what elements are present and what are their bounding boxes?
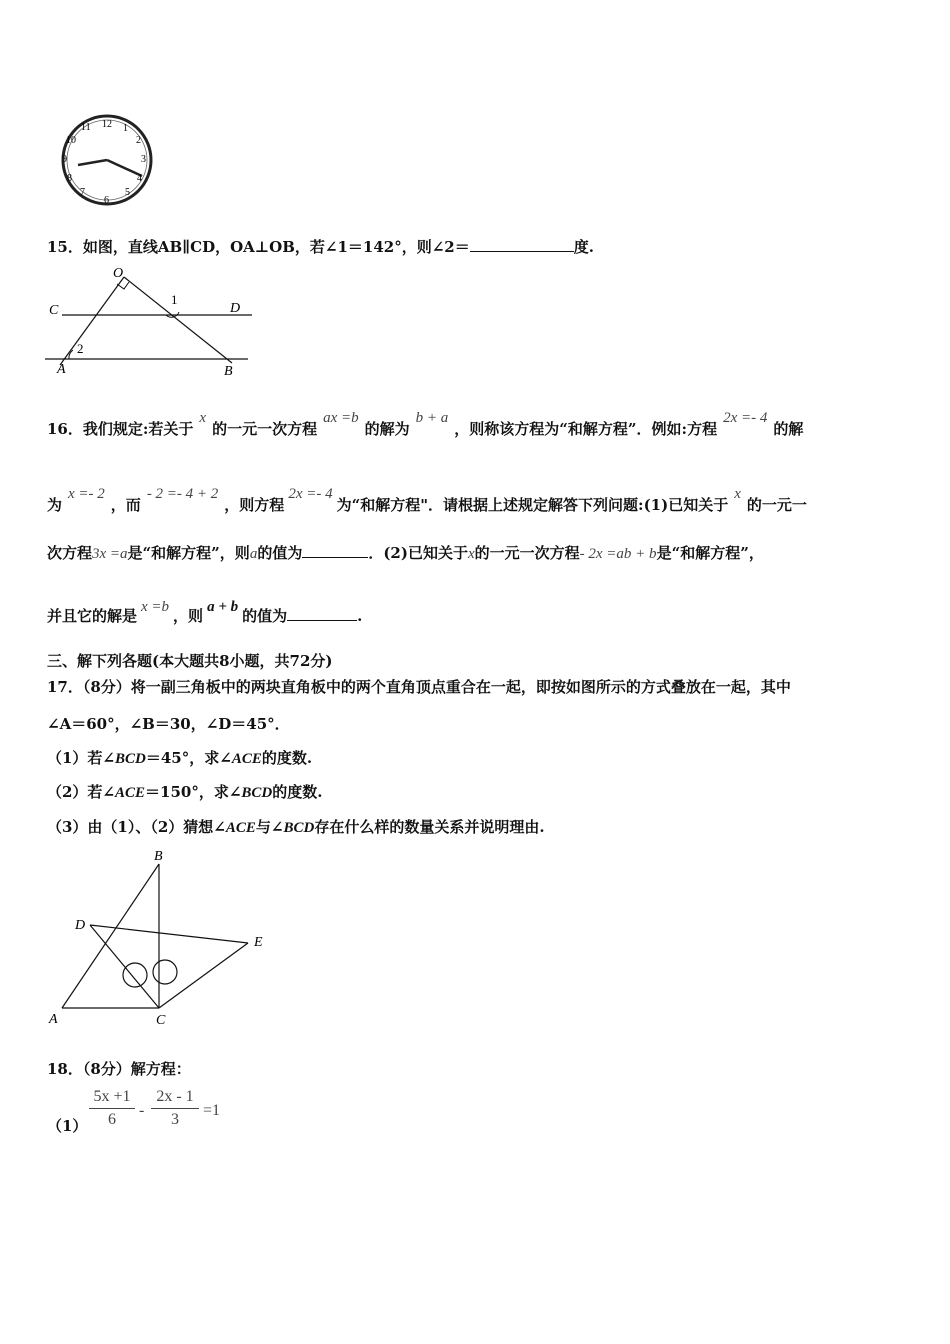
clock-num-1: 1: [123, 123, 128, 134]
q16-l1-e: 的解: [773, 420, 804, 438]
q16-line4: [47, 599, 363, 626]
q15-label-O: O: [113, 266, 124, 281]
q18-fraction-2: [151, 1088, 199, 1129]
q16-line3: [47, 542, 764, 563]
q16-l3-a: 次方程: [47, 544, 93, 562]
q17-label-E: E: [254, 935, 263, 950]
q15-label-1: 1: [171, 292, 178, 307]
clock-figure: [50, 110, 170, 210]
q16-answer-blank-1[interactable]: [302, 545, 368, 558]
q17-p3-c: 存在什么样的数量关系并说明理由.: [314, 818, 545, 836]
q16-l4-c: 的值为: [242, 607, 288, 625]
clock-num-6: 6: [104, 195, 109, 206]
q17-label-A: A: [49, 1012, 58, 1027]
q15-figure: [40, 262, 260, 378]
q16-l2-check: - 2 =- 4 + 2: [146, 486, 219, 502]
q16-l3-a-var: a: [249, 546, 258, 562]
q17-p3-b: 与∠: [255, 818, 284, 836]
q17-p2-b: ＝150°，求∠: [145, 783, 242, 801]
q15-label-A: A: [57, 362, 66, 377]
q16-l3-e: 的一元一次方程: [474, 544, 580, 562]
q18-rhs: =1: [203, 1102, 221, 1119]
q16-l4-a: 并且它的解是: [47, 607, 138, 625]
q17-p1-v: BCD: [115, 751, 146, 767]
q16-l4-sol: x =b: [141, 599, 170, 615]
q15-label-D: D: [230, 301, 241, 316]
q18-den1: 6: [108, 1111, 116, 1128]
q17-p3-v: ACE: [225, 820, 256, 836]
q16-l1-d: ，则称该方程为“和解方程”．例如:方程: [454, 420, 718, 438]
clock-num-5: 5: [125, 187, 130, 198]
q16-l3-x: x: [467, 546, 475, 562]
q17-p1-a: （1）若∠: [47, 749, 116, 767]
q17-label-C: C: [156, 1013, 166, 1028]
q17-p3-v2: BCD: [283, 820, 315, 836]
q18-num2: 2x - 1: [156, 1088, 194, 1105]
clock-num-3: 3: [141, 154, 146, 165]
q18-num1: 5x +1: [93, 1088, 131, 1105]
q16-l2-sol: x =- 2: [68, 486, 105, 502]
q16-line2: [47, 486, 807, 515]
q16-l2-d: 为“和解方程"．请根据上述规定解答下列问题:(1)已知关于: [336, 496, 729, 514]
q16-l1-x: x: [199, 410, 207, 426]
clock-num-2: 2: [136, 135, 141, 146]
q16-l3-d: ．(2)已知关于: [368, 544, 468, 562]
q18-den2: 3: [171, 1111, 179, 1128]
q16-l1-a: 16．我们规定:若关于: [47, 420, 194, 438]
q17-part1: [47, 747, 312, 768]
q16-l2-b: ，而: [110, 496, 141, 514]
clock-num-10: 10: [66, 135, 76, 146]
q16-l1-c: 的解为: [364, 420, 410, 438]
q17-part3: [47, 816, 545, 837]
q16-line1: [47, 410, 804, 439]
q15-text: [47, 236, 594, 257]
q16-l2-a: 为: [47, 496, 63, 514]
q17-p2-v2: BCD: [241, 785, 273, 801]
q18-fraction-1: [89, 1088, 135, 1129]
q17-line2: ∠A＝60°，∠B＝30，∠D＝45°．: [47, 715, 290, 733]
q17-line1: 17．（8分）将一副三角板中的两块直角板中的两个直角顶点重合在一起，即按如图所示的方式叠放在一起，其中: [47, 678, 791, 696]
q16-l2-e: 的一元一: [746, 496, 807, 514]
clock-num-12: 12: [102, 119, 112, 130]
q16-l4-expr: a + b: [207, 599, 239, 615]
q16-l3-f: 是“和解方程”，: [656, 544, 764, 562]
q18-title: 18．（8分）解方程：: [47, 1060, 191, 1078]
q16-l4-b: ，则: [173, 607, 204, 625]
q17-p1-c: 的度数.: [261, 749, 313, 767]
q16-l3-b: 是“和解方程”，则: [127, 544, 250, 562]
q17-label-B: B: [154, 849, 163, 864]
q16-l2-x: x: [734, 486, 741, 502]
q17-p2-a: （2）若∠: [47, 783, 116, 801]
q17-label-D: D: [75, 918, 86, 933]
q17-p1-b: ＝45°，求∠: [145, 749, 232, 767]
section3-heading: 三、解下列各题(本大题共8小题，共72分): [47, 652, 333, 670]
q17-p1-v2: ACE: [231, 751, 262, 767]
clock-num-11: 11: [81, 122, 91, 133]
q15-label-C: C: [49, 303, 59, 318]
q15-label-B: B: [224, 364, 233, 378]
q16-l1-sum: b + a: [415, 410, 449, 426]
q17-p2-c: 的度数.: [272, 783, 323, 801]
q16-l3-eq: 3x =a: [92, 546, 128, 562]
q18-label: （1）: [47, 1117, 88, 1135]
q15-label-2: 2: [77, 341, 84, 356]
q17-p2-v: ACE: [115, 785, 146, 801]
clock-num-9: 9: [62, 154, 67, 165]
q16-l2-eq: 2x =- 4: [288, 486, 333, 502]
q17-figure: [40, 845, 280, 1030]
q16-answer-blank-2[interactable]: [287, 608, 357, 621]
q16-l2-c: ，则方程: [224, 496, 285, 514]
q18-minus: -: [139, 1102, 145, 1119]
q16-l3-eq2: - 2x =ab + b: [579, 546, 657, 562]
clock-num-8: 8: [67, 173, 72, 184]
q16-l1-eq2: 2x =- 4: [723, 410, 768, 426]
clock-num-4: 4: [137, 173, 142, 184]
q16-l3-c: 的值为: [257, 544, 303, 562]
q15-tail: 度.: [573, 238, 594, 256]
q16-l1-b: 的一元一次方程: [212, 420, 318, 438]
q15-answer-blank[interactable]: [470, 239, 574, 252]
q16-l4-d: .: [357, 607, 363, 625]
q17-part2: [47, 781, 323, 802]
clock-num-7: 7: [80, 187, 85, 198]
q16-l1-eq: ax =b: [323, 410, 359, 426]
q17-p3-a: （3）由（1）、（2）猜想∠: [47, 818, 226, 836]
q15-stem: 15．如图，直线AB∥CD，OA⊥OB，若∠1＝142°，则∠2＝: [47, 238, 470, 256]
